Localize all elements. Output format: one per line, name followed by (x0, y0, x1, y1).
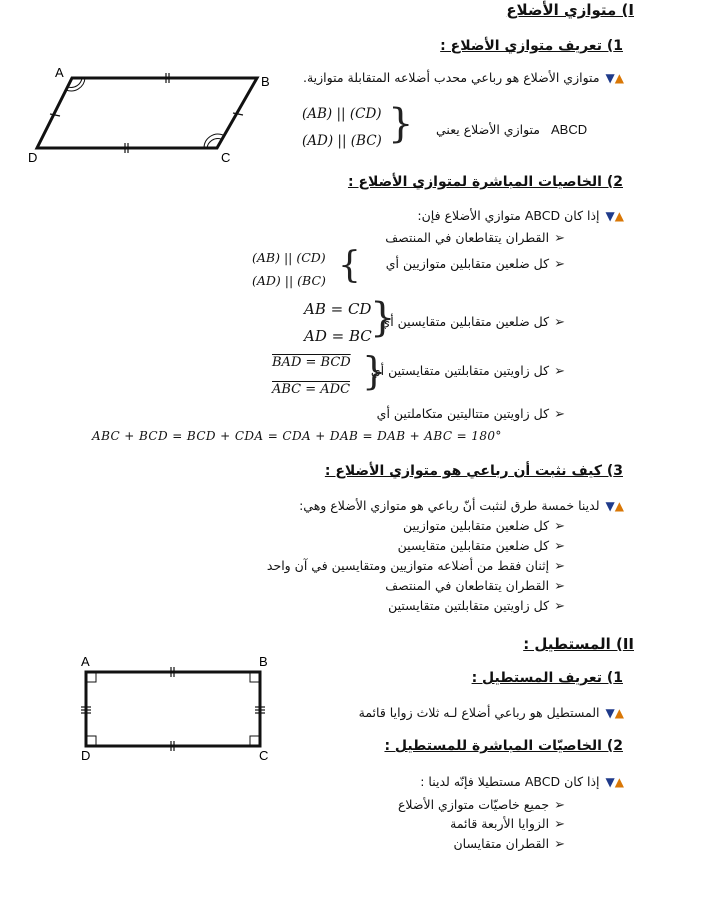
prove-item-3: ➢إثنان فقط من أضلاعه متوازيين ومتقايسين في آن واحد (266, 558, 565, 574)
section-title-rectangle: II) المستطيل : (523, 635, 634, 653)
property-parallel-sides: ➢كل ضلعين متقابلين متوازيين أي (385, 256, 565, 272)
properties-heading: 2) الخاصيات المباشرة لمتوازي الأضلاع : (347, 174, 623, 190)
arrow-icon: ➢ (554, 798, 565, 813)
prop-parallel-brace: { (338, 245, 361, 286)
rectangle-if-text: ▲▼إذا كان ABCD مستطيلا فإنّه لدينا : (420, 774, 624, 789)
arrow-icon: ➢ (554, 315, 565, 330)
bullet-icon: ▲▼ (605, 499, 624, 513)
bullet-icon: ▲▼ (605, 71, 624, 85)
prop-parallel-rel-1: (AB) || (CD) (252, 250, 326, 265)
section-title-parallelogram: I) متوازي الأضلاع (506, 1, 634, 19)
vertex-label-c: C (221, 150, 231, 165)
property-diagonals: ➢القطران يتقاطعان في المنتصف (385, 230, 565, 246)
arrow-icon: ➢ (554, 599, 565, 614)
rect-vertex-label-c: C (259, 748, 269, 763)
arrow-icon: ➢ (554, 407, 565, 422)
arrow-icon: ➢ (554, 539, 565, 554)
prop-supplementary-equation: ABC + BCD = BCD + CDA = CDA + DAB = DAB + ABC = 180° (92, 429, 502, 443)
definition-text: ▲▼متوازي الأضلاع هو رباعي محدب أضلاعه المتقابلة متوازية. (302, 70, 624, 85)
rectangle-properties-heading: 2) الخاصيّات المباشرة للمستطيل : (384, 738, 623, 754)
rectangle-figure (78, 652, 278, 764)
prop-angle-brace: } (362, 349, 387, 393)
arrow-icon: ➢ (554, 364, 565, 379)
vertex-label-b: B (261, 74, 270, 89)
arrow-icon: ➢ (554, 837, 565, 852)
rectangle-item-3: ➢القطران متقايسان (453, 836, 565, 852)
prop-angle-rel-1: BAD = BCD (272, 355, 351, 370)
vertex-label-d: D (28, 150, 38, 165)
rectangle-shape (86, 672, 260, 746)
arrow-icon: ➢ (554, 579, 565, 594)
property-equal-sides: ➢كل ضلعين متقابلين متقايسين أي (380, 314, 565, 330)
prove-heading: 3) كيف نثبت أن رباعي هو متوازي الأضلاع : (324, 463, 623, 479)
arrow-icon: ➢ (554, 257, 565, 272)
def-relation-2: (AD) || (BC) (302, 133, 382, 149)
prove-item-2: ➢كل ضلعين متقابلين متقايسين (397, 538, 565, 554)
bullet-icon: ▲▼ (605, 209, 624, 223)
parallelogram-figure (25, 62, 275, 167)
arrow-icon: ➢ (554, 231, 565, 246)
properties-if-text: ▲▼إذا كان ABCD متوازي الأضلاع فإن: (417, 208, 624, 223)
rect-vertex-label-d: D (81, 748, 91, 763)
def-means-text: متوازي الأضلاع يعني (436, 122, 540, 137)
def-brace: } (388, 101, 414, 147)
arrow-icon: ➢ (554, 817, 565, 832)
rect-vertex-label-b: B (259, 654, 268, 669)
prop-equal-brace: } (370, 295, 396, 341)
arrow-icon: ➢ (554, 559, 565, 574)
rectangle-definition-text: ▲▼المستطيل هو رباعي أضلاع لـه ثلاث زوايا قائمة (358, 705, 624, 720)
prop-parallel-rel-2: (AD) || (BC) (252, 273, 326, 288)
bullet-icon: ▲▼ (605, 775, 624, 789)
def-abcd-label: ABCD (551, 122, 588, 137)
prove-item-1: ➢كل ضلعين متقابلين متوازيين (402, 518, 565, 534)
prop-angle-rel-2: ABC = ADC (272, 382, 351, 397)
parallelogram-shape (37, 78, 257, 148)
prove-intro: ▲▼لدينا خمسة طرق لنثبت أنّ رباعي هو متوازي الأضلاع وهي: (299, 498, 624, 513)
prop-equal-rel-1: AB = CD (304, 300, 372, 318)
prove-item-5: ➢كل زاويتين متقابلتين متقايستين (388, 598, 565, 614)
prop-equal-rel-2: AD = BC (304, 327, 372, 345)
rect-vertex-label-a: A (81, 654, 90, 669)
definition-heading: 1) تعريف متوازي الأضلاع : (440, 38, 623, 54)
def-relation-1: (AB) || (CD) (302, 106, 382, 122)
vertex-label-a: A (55, 65, 64, 80)
rectangle-item-1: ➢جميع خاصيّات متوازي الأضلاع (397, 797, 565, 813)
rectangle-definition-heading: 1) تعريف المستطيل : (471, 670, 623, 686)
property-consecutive-angles: ➢كل زاويتين متتاليتين متكاملتين أي (376, 406, 565, 422)
property-opposite-angles: ➢كل زاويتين متقابلتين متقايستين أي (370, 363, 565, 379)
bullet-icon: ▲▼ (605, 706, 624, 720)
prove-item-4: ➢القطران يتقاطعان في المنتصف (385, 578, 565, 594)
rectangle-item-2: ➢الزوايا الأربعة قائمة (450, 816, 565, 832)
arrow-icon: ➢ (554, 519, 565, 534)
